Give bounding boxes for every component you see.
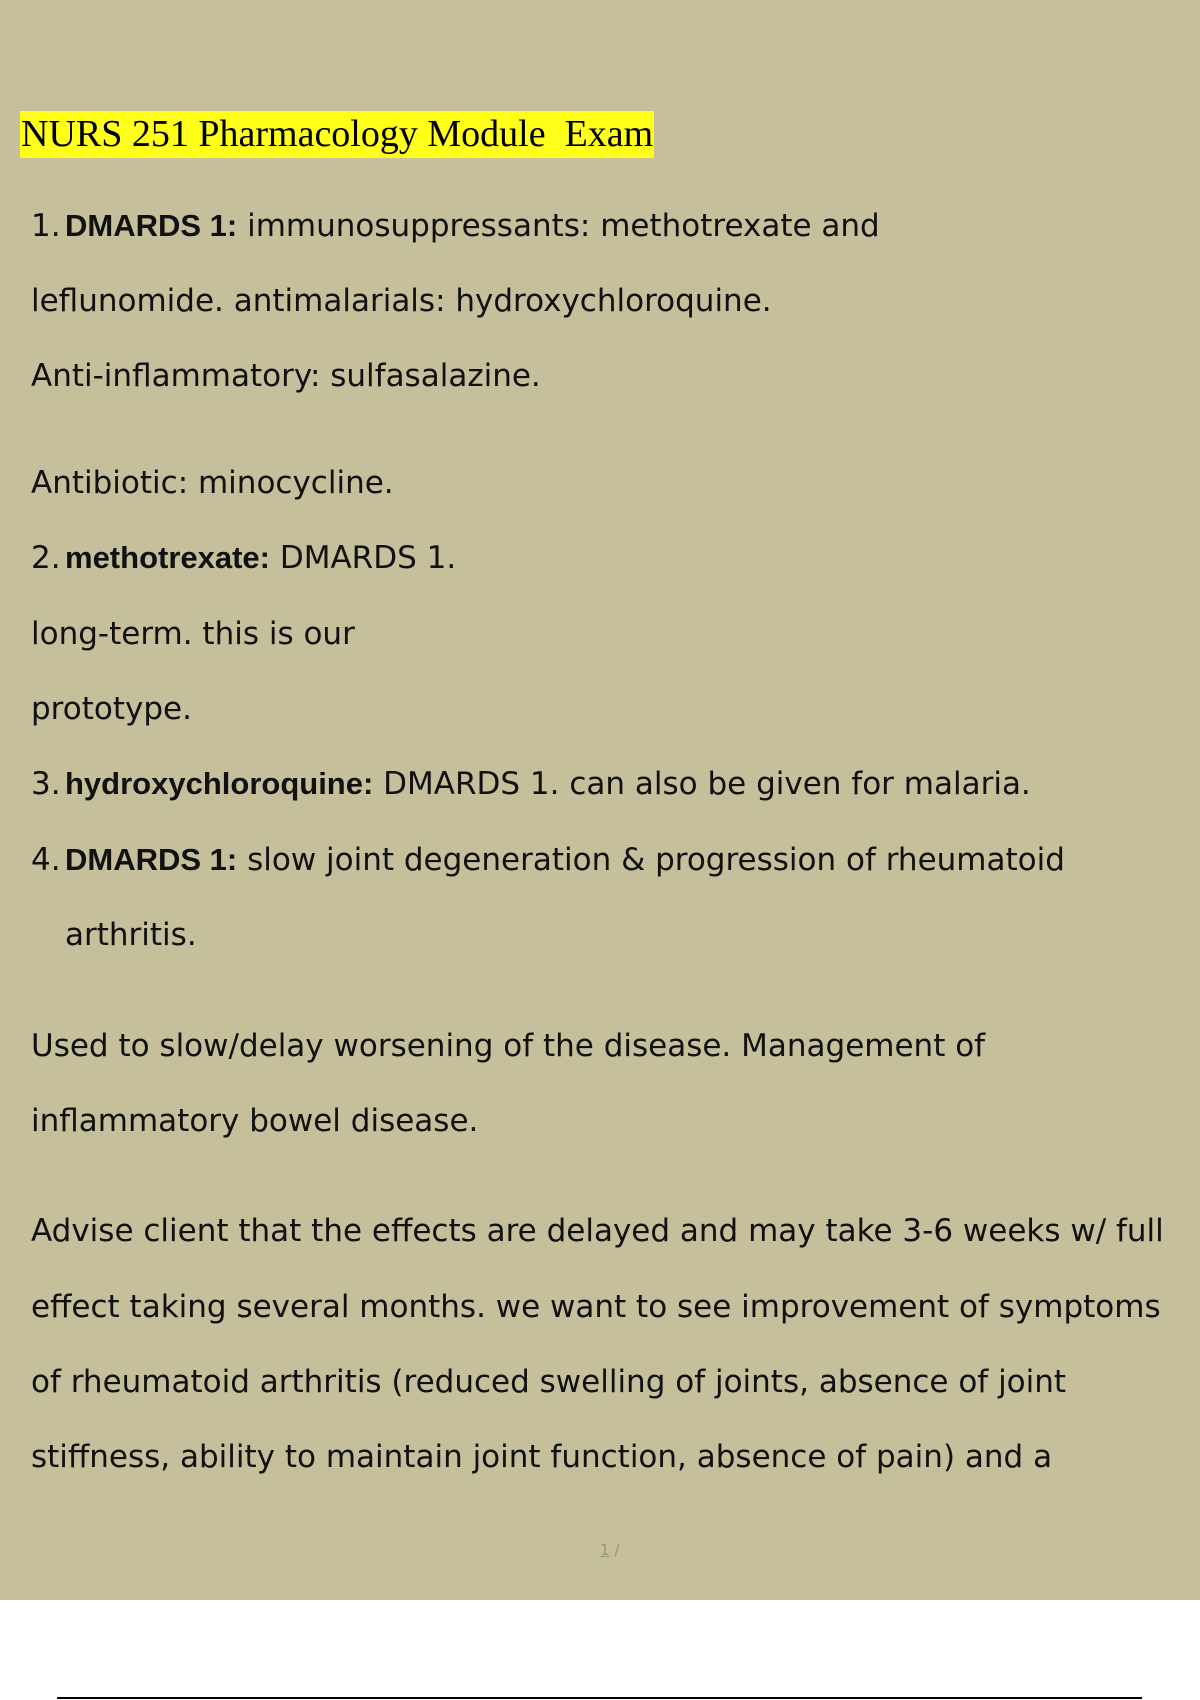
body-line: Advise client that the effects are delayed and may take 3-6 weeks w/ full xyxy=(31,1213,1164,1249)
body-line: inflammatory bowel disease. xyxy=(31,1103,479,1139)
body-line: Anti-inflammatory: sulfasalazine. xyxy=(31,358,541,394)
document-title: NURS 251 Pharmacology Module Exam xyxy=(20,111,654,158)
list-item-4 xyxy=(31,840,1065,880)
list-item-term: methotrexate: xyxy=(65,540,270,575)
list-item-number: 3. xyxy=(31,766,61,802)
body-line: Antibiotic: minocycline. xyxy=(31,465,394,501)
list-item-3 xyxy=(31,764,1031,804)
page-number-slash: / xyxy=(614,1541,620,1559)
list-item-1 xyxy=(31,206,880,246)
list-item-number: 2. xyxy=(31,540,61,576)
body-line: leflunomide. antimalarials: hydroxychloroquine. xyxy=(31,283,772,319)
body-line: long-term. this is our xyxy=(31,616,355,652)
list-item-text: immunosuppressants: methotrexate and xyxy=(237,208,880,244)
page-number-digit: 1 xyxy=(600,1541,610,1559)
list-item-number: 1. xyxy=(31,208,61,244)
list-item-2 xyxy=(31,538,456,578)
body-line: stiffness, ability to maintain joint function, absence of pain) and a xyxy=(31,1439,1053,1475)
list-item-text: DMARDS 1. xyxy=(270,540,457,576)
body-line: of rheumatoid arthritis (reduced swelling of joints, absence of joint xyxy=(31,1364,1067,1400)
list-item-text: slow joint degeneration & progression of rheumatoid xyxy=(237,842,1065,878)
list-item-continuation: arthritis. xyxy=(65,917,197,953)
list-item-term: DMARDS 1: xyxy=(65,842,238,877)
list-item-term: hydroxychloroquine: xyxy=(65,766,374,801)
body-line: effect taking several months. we want to see improvement of symptoms xyxy=(31,1289,1161,1325)
list-item-term: DMARDS 1: xyxy=(65,208,238,243)
body-line: prototype. xyxy=(31,691,192,727)
list-item-number: 4. xyxy=(31,842,61,878)
body-line: Used to slow/delay worsening of the disease. Management of xyxy=(31,1028,986,1064)
page-number-mark xyxy=(600,1540,619,1560)
page-divider xyxy=(57,1697,1142,1699)
list-item-text: DMARDS 1. can also be given for malaria. xyxy=(373,766,1031,802)
